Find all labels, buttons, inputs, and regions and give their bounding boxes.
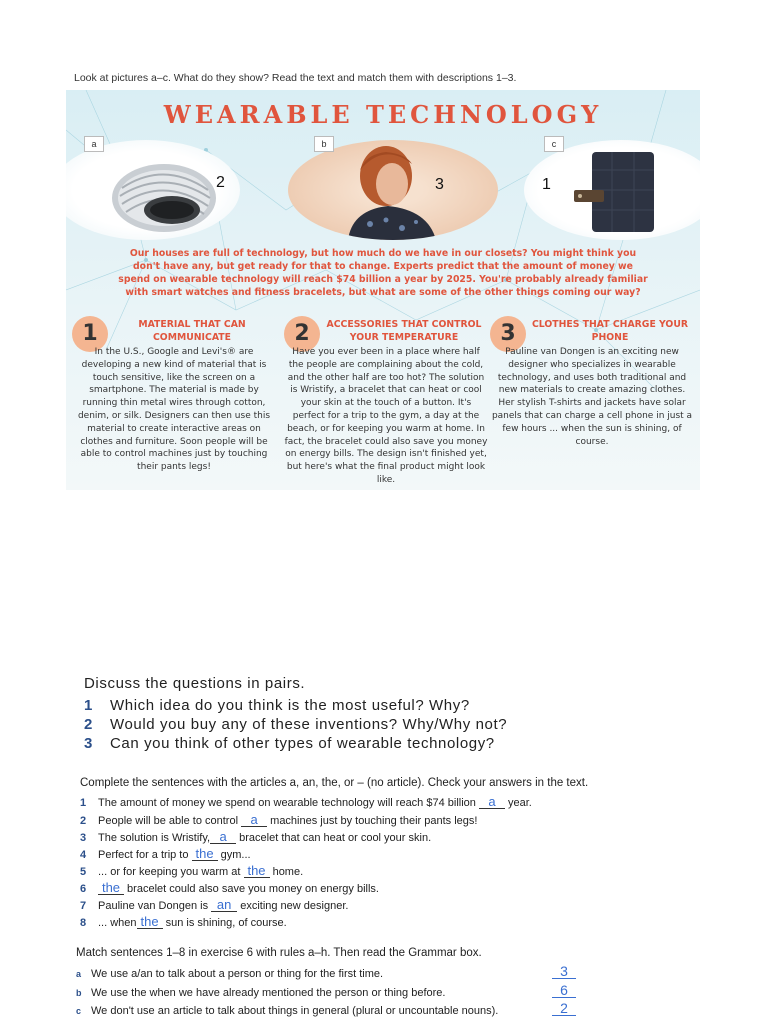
rule-letter: a bbox=[76, 969, 82, 979]
article-panel bbox=[66, 90, 700, 490]
sentence-number: 4 bbox=[80, 849, 87, 861]
exercise-7-heading: Match sentences 1–8 in exercise 6 with rules a–h. Then read the Grammar box. bbox=[76, 947, 482, 959]
sentence-number: 5 bbox=[80, 866, 87, 878]
rule-letter: c bbox=[76, 1006, 82, 1016]
rule-letter: b bbox=[76, 988, 82, 998]
answer-blank[interactable]: the bbox=[244, 865, 270, 878]
sentence-after: machines just by touching their pants legs! bbox=[267, 815, 478, 827]
sentence-row bbox=[80, 916, 287, 929]
rule-answer-blank[interactable]: 2 bbox=[552, 1001, 576, 1016]
column-body: In the U.S., Google and Levi's® are developing a new kind of material that is touch sensitive, like the screen on a smartphone. The material is made by running thin metal wires through cotton, denim, or silk. Designers can then use this material to create interactive areas on clothes and furniture. Soon people will be able to control machines just by touching their pants legs! bbox=[77, 347, 271, 473]
exercise-6-heading: Complete the sentences with the articles a, an, the, or – (no article). Check your answers in the text. bbox=[80, 777, 589, 789]
answer-blank[interactable]: the bbox=[192, 848, 218, 861]
answer-blank[interactable]: a bbox=[241, 814, 267, 827]
picture-a-answer: 2 bbox=[216, 174, 225, 191]
sentence-number: 3 bbox=[80, 832, 87, 844]
sentence-before: Pauline van Dongen is bbox=[98, 900, 212, 912]
picture-c-letter: c bbox=[544, 136, 564, 152]
article-title: WEARABLE TECHNOLOGY bbox=[163, 100, 603, 129]
column-body: Pauline van Dongen is an exciting new designer who specializes in wearable technology, and uses both traditional and new materials to create amazing clothes. Her stylish T-shirts and jackets have solar panels that can charge a cell phone in just a few hours ... when the sun is shining, of course. bbox=[491, 347, 693, 447]
sentence-after: home. bbox=[269, 866, 304, 878]
column-number-badge: 2 bbox=[284, 316, 320, 352]
rule-row bbox=[76, 1005, 498, 1017]
sentence-before: People will be able to control bbox=[98, 815, 242, 827]
sentence-number: 7 bbox=[80, 900, 87, 912]
discuss-question bbox=[84, 716, 507, 733]
discuss-heading: Discuss the questions in pairs. bbox=[84, 675, 306, 692]
rule-text: We don't use an article to talk about things in general (plural or uncountable nouns). bbox=[91, 1005, 499, 1017]
sentence-row bbox=[80, 899, 348, 912]
sentence-row bbox=[80, 796, 532, 809]
picture-b-answer: 3 bbox=[435, 176, 444, 193]
sentence-before: Perfect for a trip to bbox=[98, 849, 192, 861]
answer-blank[interactable]: a bbox=[479, 796, 505, 809]
sentence-row bbox=[80, 865, 303, 878]
answer-blank[interactable]: the bbox=[137, 916, 163, 929]
picture-b-letter: b bbox=[314, 136, 334, 152]
rule-answer-blank[interactable]: 6 bbox=[552, 983, 576, 998]
sentence-before: The solution is Wristify, bbox=[98, 832, 211, 844]
question-text: Which idea do you think is the most useful? Why? bbox=[110, 697, 470, 714]
column-title: CLOTHES THAT CHARGE YOUR PHONE bbox=[531, 319, 689, 343]
sentence-before: ... or for keeping you warm at bbox=[98, 866, 244, 878]
question-text: Can you think of other types of wearable technology? bbox=[110, 735, 495, 752]
rule-text: We use the when we have already mentioned the person or thing before. bbox=[91, 987, 446, 999]
sentence-row bbox=[80, 814, 477, 827]
article-lede: Our houses are full of technology, but how much do we have in our closets? You might think you don't have any, but get ready for that to change. Experts predict that the amount of money we spend on wearable technology will reach $74 billion a year by 2025. You're probably already familiar with smart watches and fitness bracelets, but what are some of the other things coming our way? bbox=[118, 248, 648, 298]
woman-portrait-photo bbox=[288, 140, 498, 240]
sentence-number: 2 bbox=[80, 815, 87, 827]
sentence-after: bracelet could also save you money on energy bills. bbox=[124, 883, 379, 895]
exercise-intro: Look at pictures a–c. What do they show? Read the text and match them with descriptions 1–3. bbox=[74, 72, 517, 84]
sentence-after: bracelet that can heat or cool your skin. bbox=[236, 832, 432, 844]
sentence-after: exciting new designer. bbox=[237, 900, 349, 912]
picture-b bbox=[288, 140, 498, 240]
rule-answer-blank[interactable]: 3 bbox=[552, 964, 576, 979]
question-text: Would you buy any of these inventions? Why/Why not? bbox=[110, 716, 508, 733]
rule-row bbox=[76, 987, 445, 999]
sentence-row bbox=[80, 848, 251, 861]
rule-text: We use a/an to talk about a person or thing for the first time. bbox=[91, 968, 384, 980]
answer-blank[interactable]: the bbox=[98, 882, 124, 895]
column-title: MATERIAL THAT CAN COMMUNICATE bbox=[138, 319, 246, 343]
sentence-number: 8 bbox=[80, 917, 87, 929]
sentence-before: ... when bbox=[98, 917, 137, 929]
rule-row bbox=[76, 968, 383, 980]
question-number: 3 bbox=[84, 735, 93, 752]
sentence-row bbox=[80, 882, 379, 895]
sentence-number: 6 bbox=[80, 883, 87, 895]
sentence-number: 1 bbox=[80, 797, 87, 809]
sentence-after: sun is shining, of course. bbox=[162, 917, 287, 929]
sentence-row bbox=[80, 831, 431, 844]
answer-blank[interactable]: a bbox=[210, 831, 236, 844]
column-number-badge: 3 bbox=[490, 316, 526, 352]
question-number: 2 bbox=[84, 716, 93, 733]
column-number-badge: 1 bbox=[72, 316, 108, 352]
sentence-after: year. bbox=[504, 797, 532, 809]
column-body: Have you ever been in a place where half the people are complaining about the cold, and the other half are too hot? The solution is Wristify, a bracelet that can heat or cool your skin at the touch of a button. It's perfect for a trip to the gym, a day at the beach, or for keeping you warm at home. In fact, the bracelet could also save you money on energy bills. The design isn't finished yet, but here's what the final product might look like. bbox=[284, 347, 488, 485]
sentence-after: gym... bbox=[217, 849, 251, 861]
sentence-before: The amount of money we spend on wearable technology will reach $74 billion bbox=[98, 797, 479, 809]
column-title: ACCESSORIES THAT CONTROL YOUR TEMPERATURE bbox=[326, 319, 482, 343]
picture-c-answer: 1 bbox=[542, 176, 551, 193]
answer-blank[interactable]: an bbox=[211, 899, 237, 912]
discuss-question bbox=[84, 697, 470, 714]
picture-a-letter: a bbox=[84, 136, 104, 152]
question-number: 1 bbox=[84, 697, 93, 714]
discuss-question bbox=[84, 735, 495, 752]
